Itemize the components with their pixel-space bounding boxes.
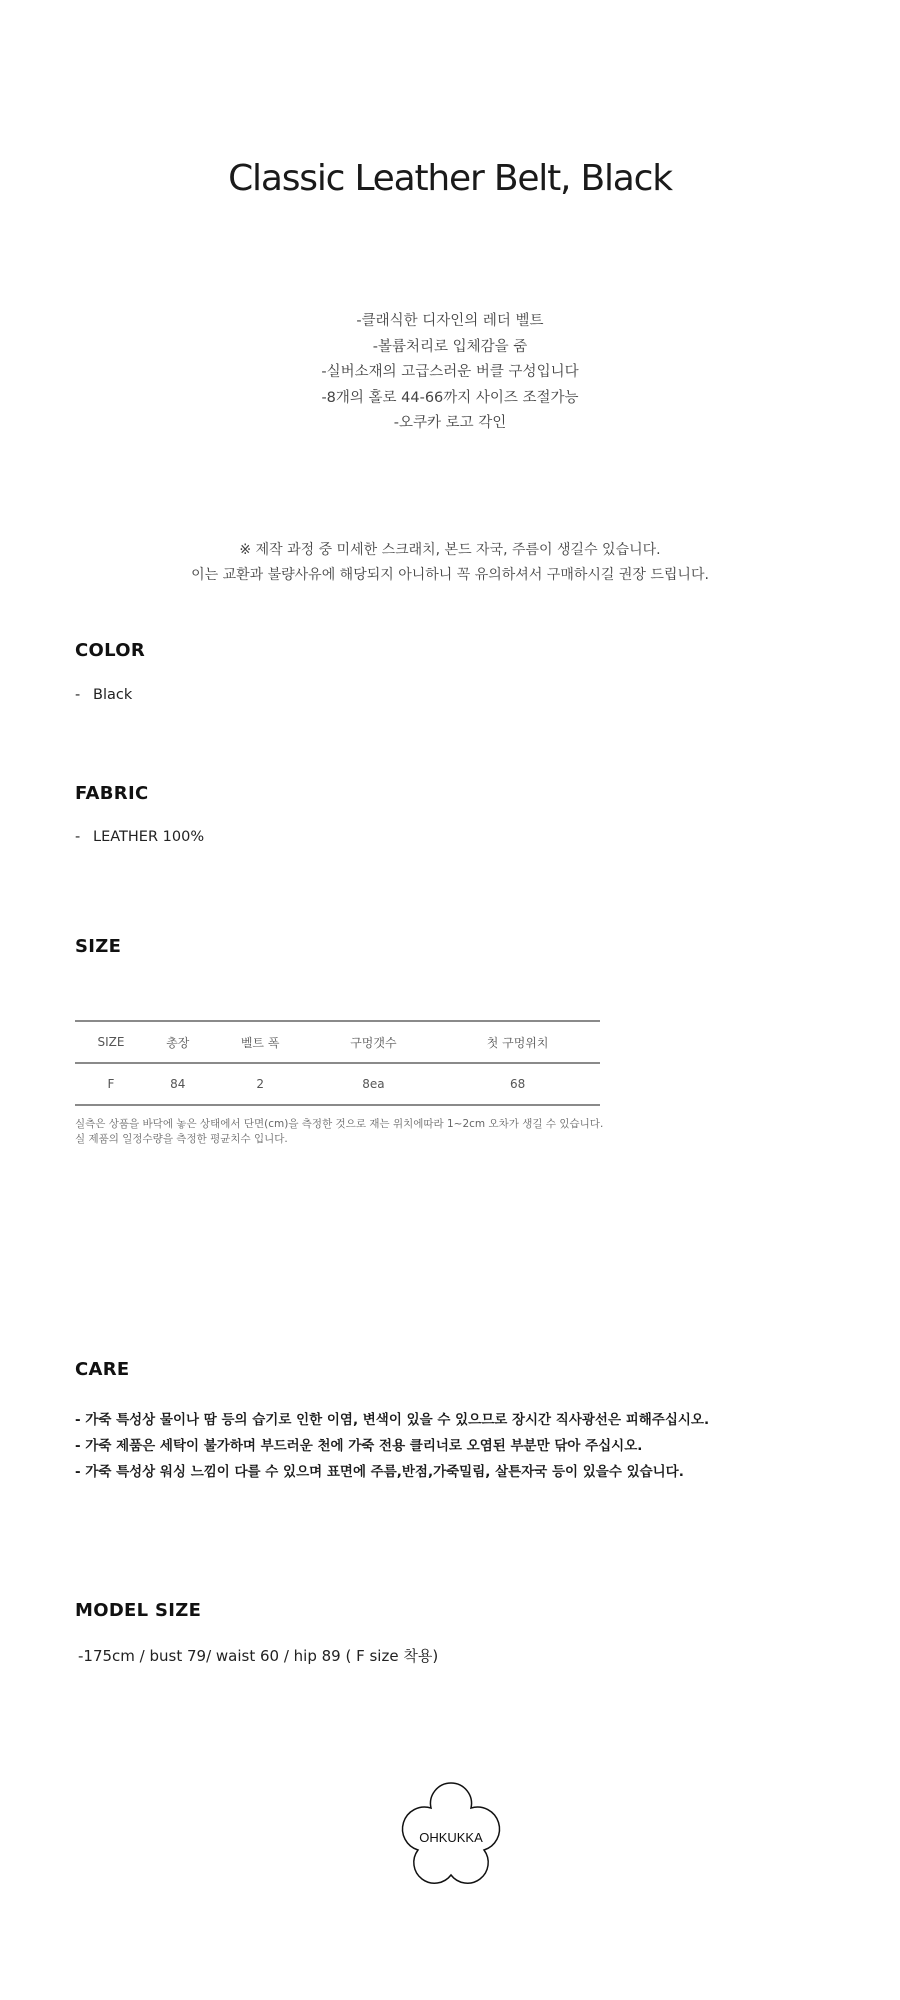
- model-size-heading: MODEL SIZE: [75, 1600, 202, 1621]
- size-table-header: 첫 구멍위치: [486, 1035, 549, 1050]
- size-table-cell: F: [107, 1077, 115, 1091]
- care-heading: CARE: [75, 1359, 130, 1380]
- color-dash: -: [75, 687, 81, 703]
- size-note-line: 실 제품의 일정수량을 측정한 평균치수 입니다.: [75, 1133, 288, 1145]
- model-size-value: -175cm / bust 79/ waist 60 / hip 89 ( F size 착용): [78, 1647, 439, 1665]
- size-table-header: 총장: [166, 1035, 190, 1050]
- notice-line: ※ 제작 과정 중 미세한 스크래치, 본드 자국, 주름이 생길수 있습니다.: [239, 542, 661, 558]
- description-line: -실버소재의 고급스러운 버클 구성입니다: [321, 364, 579, 380]
- size-table: [75, 1020, 600, 1106]
- fabric-value: [75, 829, 204, 845]
- size-table-cell: 8ea: [362, 1077, 385, 1091]
- size-table-cell: 68: [509, 1077, 526, 1091]
- color-heading: COLOR: [75, 640, 146, 661]
- size-notes: [75, 1117, 603, 1147]
- description-line: -볼륨처리로 입체감을 줌: [372, 338, 528, 355]
- fabric-value-text: LEATHER 100%: [93, 829, 205, 845]
- care-item: - 가죽 제품은 세탁이 불가하며 부드러운 천에 가죽 전용 클리너로 오염된 부분만 닦아 주십시오.: [75, 1438, 643, 1454]
- description-line: -8개의 홀로 44-66까지 사이즈 조절가능: [321, 389, 579, 406]
- size-table-cell: 84: [170, 1077, 186, 1091]
- care-item: - 가죽 특성상 워싱 느낌이 다를 수 있으며 표면에 주름,반점,가죽밀림, 살튼자국 등이 있을수 있습니다.: [75, 1464, 684, 1480]
- size-table-header: SIZE: [97, 1035, 125, 1049]
- size-table-header-row: [75, 1021, 600, 1063]
- size-heading: SIZE: [75, 936, 122, 957]
- size-table-header: 구멍갯수: [350, 1035, 397, 1050]
- color-value-text: Black: [93, 687, 133, 703]
- brand-logo-text: OHKUKKA: [419, 1830, 483, 1845]
- care-item: - 가죽 특성상 물이나 땀 등의 습기로 인한 이염, 변색이 있을 수 있으므로 장시간 직사광선은 피해주십시오.: [75, 1412, 710, 1428]
- size-table-cell: 2: [256, 1077, 264, 1091]
- product-description: [0, 309, 900, 437]
- color-value: [75, 687, 132, 703]
- care-instructions: [75, 1407, 709, 1485]
- size-table-header: 벨트 폭: [240, 1035, 280, 1050]
- product-title: Classic Leather Belt, Black: [228, 158, 672, 199]
- brand-logo: [393, 1778, 509, 1894]
- production-notice: [0, 538, 900, 588]
- fabric-dash: -: [75, 829, 81, 845]
- description-line: -클래식한 디자인의 레더 벨트: [356, 313, 544, 329]
- notice-line: 이는 교환과 불량사유에 해당되지 아니하니 꼭 유의하셔서 구매하시길 권장 드립니다.: [191, 567, 709, 583]
- table-row: [75, 1063, 600, 1105]
- fabric-heading: FABRIC: [75, 783, 149, 804]
- size-note-line: 실측은 상품을 바닥에 놓은 상태에서 단면(cm)을 측정한 것으로 재는 위치에따라 1~2cm 오차가 생길 수 있습니다.: [75, 1118, 604, 1130]
- description-line: -오쿠카 로고 각인: [393, 415, 507, 431]
